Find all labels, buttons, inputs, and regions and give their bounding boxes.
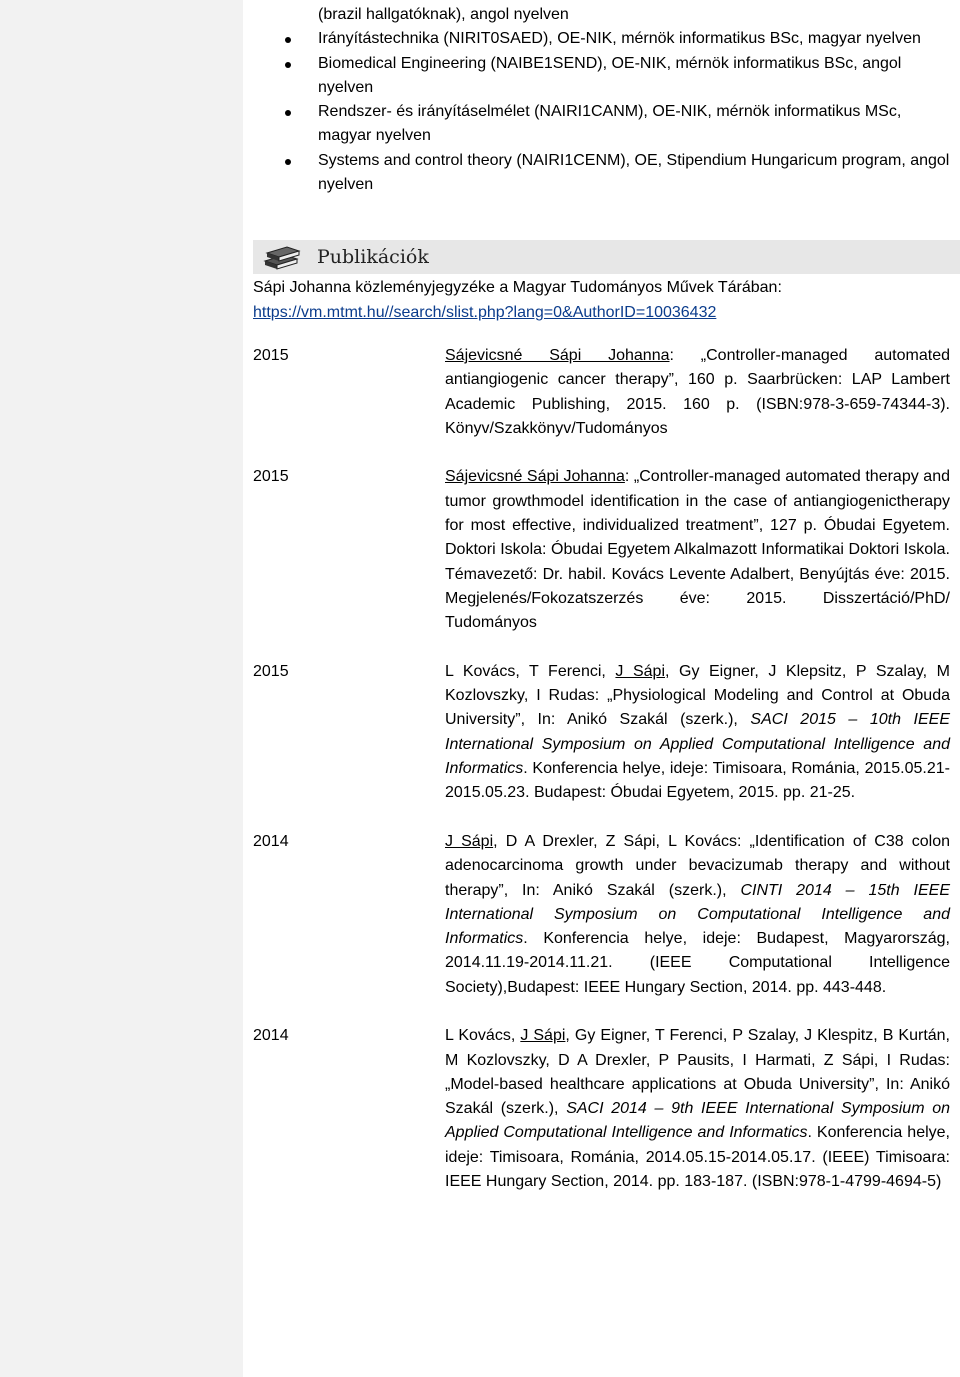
citation-text: L Kovács, <box>445 1027 521 1045</box>
publication-entry <box>253 1024 953 1194</box>
course-item: Systems and control theory (NAIRI1CENM), OE, Stipendium Hungaricum program, angol nyelven <box>253 149 953 198</box>
citation-text: L Kovács, T Ferenci, <box>445 662 616 680</box>
bullet-icon <box>285 62 291 68</box>
publication-year: 2015 <box>253 346 289 364</box>
publication-year: 2015 <box>253 468 289 486</box>
publication-year: 2015 <box>253 662 289 680</box>
document-content <box>253 3 953 1219</box>
citation-text: , Gy Eigner, J Klepsitz, P Szalay, M Kozlovszky, I Rudas: „Physiological Modeling and Control at Obuda University”, In: Anikó Szakál (szerk.), <box>445 662 951 729</box>
citation-text: . Konferencia helye, ideje: Timisoara, Románia, 2015.05.21-2015.05.23. Budapest: Óbudai Egyetem, 2015. pp. 21-25. <box>445 760 950 802</box>
publication-entry <box>253 465 953 635</box>
author-name: Sájevicsné Sápi Johanna <box>445 346 670 364</box>
author-name: J Sápi <box>520 1027 566 1045</box>
publication-citation <box>445 1024 950 1194</box>
publication-entry <box>253 660 953 806</box>
course-list-continuation: (brazil hallgatóknak), angol nyelven <box>318 6 569 23</box>
citation-text: , Gy Eigner, T Ferenci, P Szalay, J Klespitz, B Kurtán, M Kozlovszky, D A Drexler, P Pausits, I Harmati, Z Sápi, I Rudas: „Model-based healthcare applications at Obuda University”, In: Anikó Szakál (szerk.), <box>445 1027 951 1118</box>
citation-text: . Konferencia helye, ideje: Budapest, Magyarország, 2014.11.19-2014.11.21. (IEEE Computational Intelligence Society),Budapest: IEEE Hungary Section, 2014. pp. 443-448. <box>445 930 950 996</box>
author-name: Sájevicsné Sápi Johanna <box>445 468 625 486</box>
books-icon <box>261 243 301 271</box>
author-name: J Sápi <box>615 662 665 680</box>
bullet-icon <box>285 37 291 43</box>
course-item: Irányítástechnika (NIRIT0SAED), OE-NIK, mérnök informatikus BSc, magyar nyelven <box>253 27 953 51</box>
intro-text: Sápi Johanna közleményjegyzéke a Magyar Tudományos Művek Tárában: <box>253 279 782 297</box>
citation-text: , D A Drexler, Z Sápi, L Kovács: „Identification of C38 colon adenocarcinoma growth under bevacizumab therapy and without therapy”, In: Anikó Szakál (szerk.), <box>445 832 951 899</box>
publication-citation <box>445 660 950 806</box>
publication-citation <box>445 830 950 1000</box>
bullet-icon <box>285 159 291 165</box>
author-name: J Sápi <box>445 832 494 850</box>
venue-title: CINTI 2014 – 15th IEEE International Symposium on Computational Intelligence and Informatics <box>445 881 951 948</box>
publication-list <box>253 344 953 1194</box>
publication-entry <box>253 344 953 441</box>
publication-citation <box>445 344 950 441</box>
mtmt-link[interactable]: https://vm.mtmt.hu//search/slist.php?lang=0&AuthorID=10036432 <box>253 303 717 321</box>
publication-year: 2014 <box>253 832 289 850</box>
bullet-icon <box>285 110 291 116</box>
citation-text: . Konferencia helye, ideje: Timisoara, Románia, 2014.05.15-2014.05.17. (IEEE) Timisoara: IEEE Hungary Section, 2014. pp. 183-187. (ISBN:978-1-4799-4694-5) <box>445 1124 950 1191</box>
publication-year: 2014 <box>253 1027 289 1045</box>
left-margin-panel <box>0 0 243 1377</box>
venue-title: SACI 2015 – 10th IEEE International Symposium on Applied Computational Intelligence and Informatics <box>445 711 951 778</box>
course-list <box>253 3 953 197</box>
course-item: Biomedical Engineering (NAIBE1SEND), OE-NIK, mérnök informatikus BSc, angol nyelven <box>253 52 953 101</box>
publication-entry <box>253 830 953 1000</box>
publications-section-header <box>253 240 960 274</box>
course-item: Rendszer- és irányításelmélet (NAIRI1CANM), OE-NIK, mérnök informatikus MSc, magyar nyelven <box>253 100 953 149</box>
citation-text: : „Controller-managed automated therapy and tumor growthmodel identification in the case of antiangiogenictherapy for most effective, individualized treatment”, 127 p. Óbudai Egyetem. Doktori Iskola: Óbudai Egyetem Alkalmazott Informatikai Doktori Iskola. Témavezető: Dr. habil. Kovács Levente Adalbert, Benyújtás éve: 2015. Megjelenés/Fokozatszerzés éve: 2015. Disszertáció/PhD/ Tudományos <box>445 468 950 632</box>
publication-citation <box>445 465 950 635</box>
publications-intro <box>253 276 953 325</box>
citation-text: : „Controller-managed automated antiangiogenic cancer therapy”, 160 p. Saarbrücken: LAP Lambert Academic Publishing, 2015. 160 p. (ISBN:978-3-659-74344-3). Könyv/Szakkönyv/Tudományos <box>445 346 950 437</box>
section-title: Publikációk <box>317 246 429 269</box>
venue-title: SACI 2014 – 9th IEEE International Symposium on Applied Computational Intelligence and Informatics <box>445 1100 951 1142</box>
